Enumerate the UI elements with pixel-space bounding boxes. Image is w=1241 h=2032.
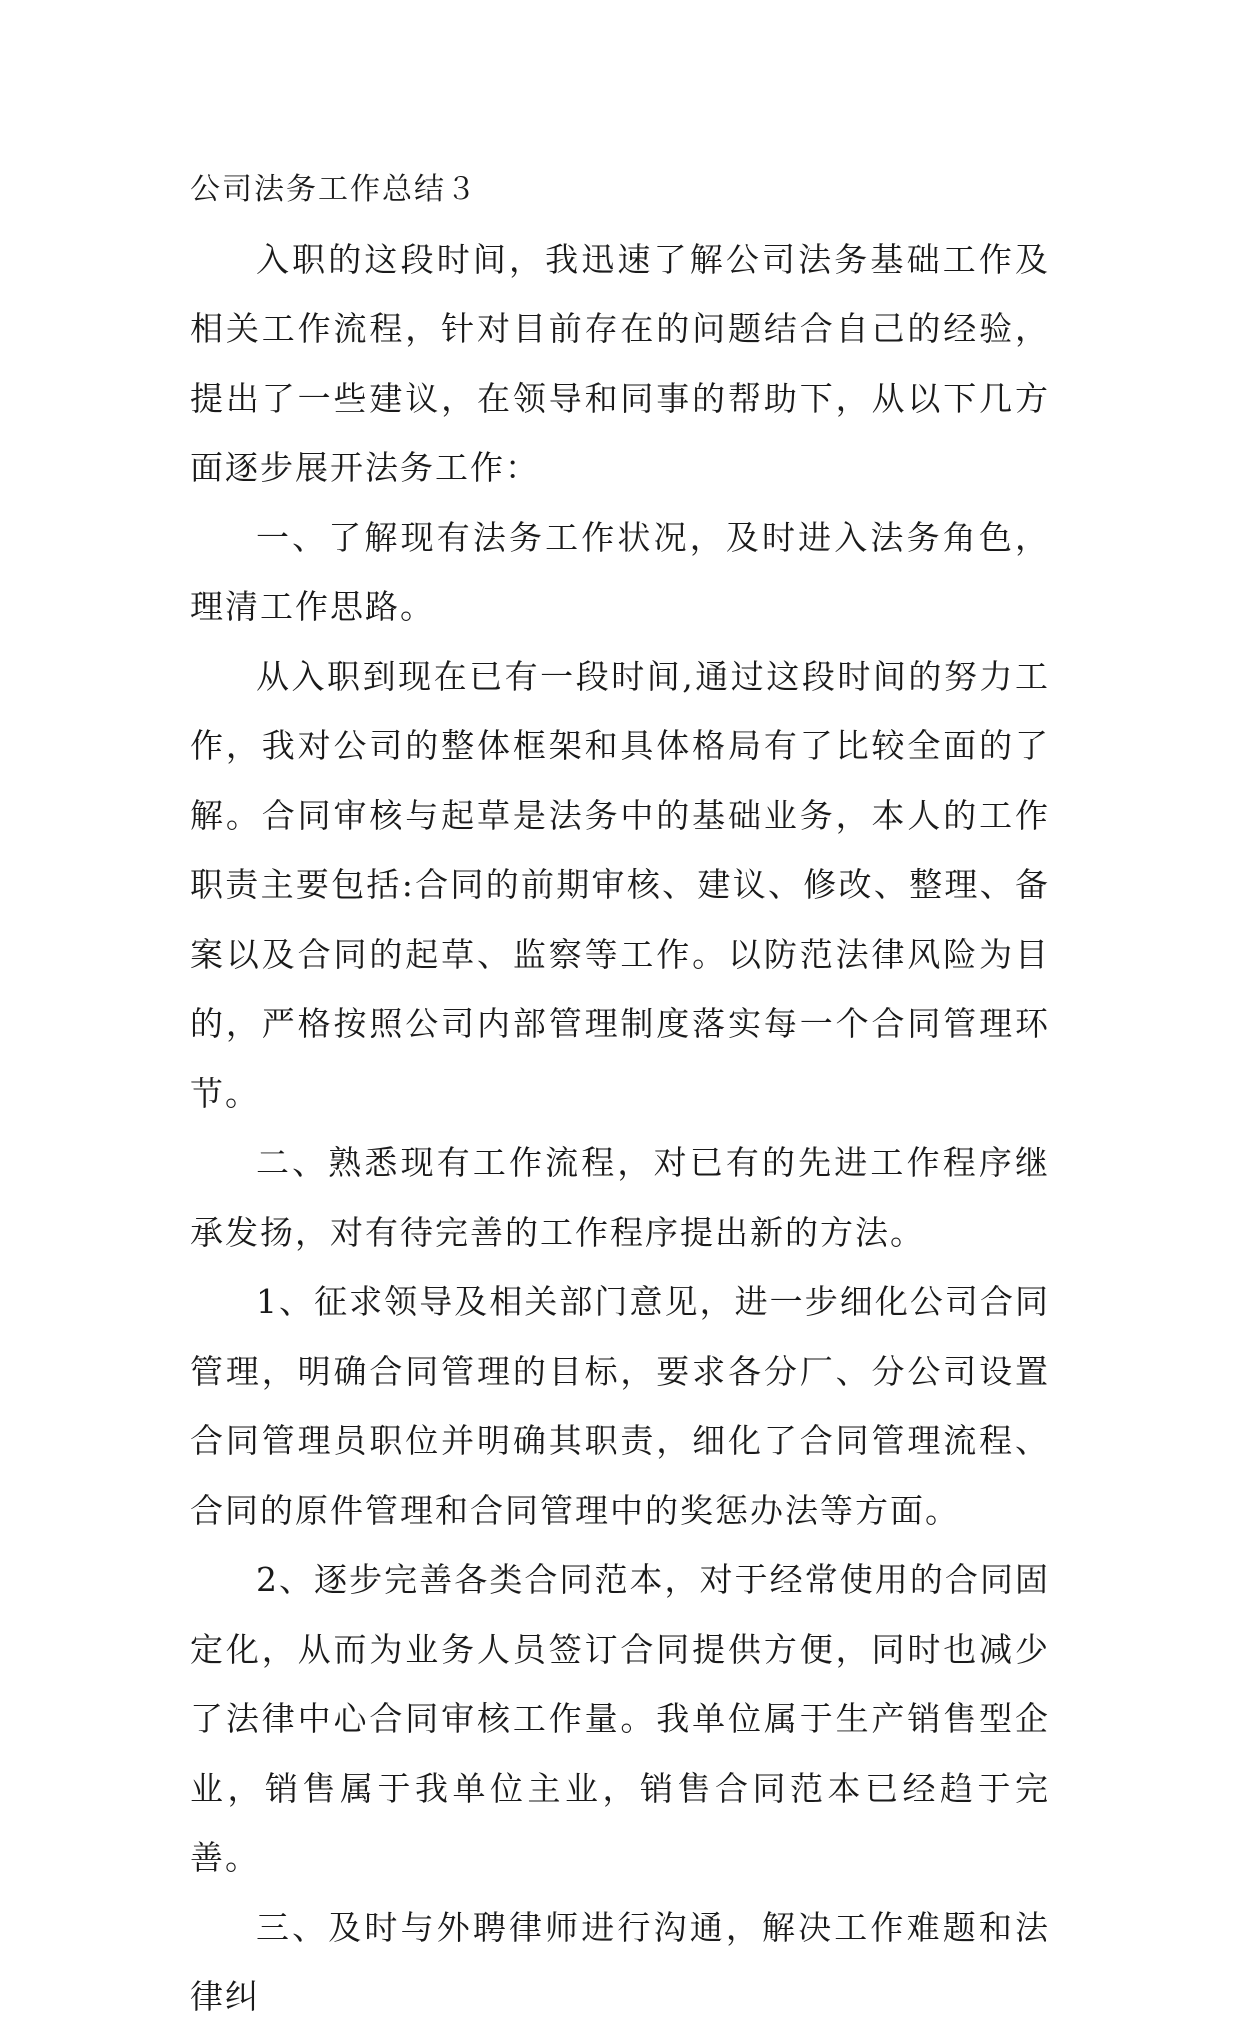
paragraph-intro: 入职的这段时间，我迅速了解公司法务基础工作及相关工作流程，针对目前存在的问题结合自己的经验，提出了一些建议，在领导和同事的帮助下，从以下几方面逐步展开法务工作：: [190, 239, 1050, 487]
section-heading-1: 一、了解现有法务工作状况，及时进入法务角色，理清工作思路。: [190, 517, 1050, 626]
document-body: [190, 155, 1050, 2032]
section-heading-2: 二、熟悉现有工作流程，对已有的先进工作程序继承发扬，对有待完善的工作程序提出新的方法。: [190, 1143, 1050, 1252]
paragraph-item-2: 2、逐步完善各类合同范本，对于经常使用的合同固定化，从而为业务人员签订合同提供方便，同时也减少了法律中心合同审核工作量。我单位属于生产销售型企业，销售属于我单位主业，销售合同范本已经趋于完善。: [190, 1560, 1050, 1877]
document-title: 公司法务工作总结３: [190, 172, 478, 207]
section-heading-3: 三、及时与外聘律师进行沟通，解决工作难题和法律纠: [190, 1907, 1050, 2016]
paragraph-section-1: 从入职到现在已有一段时间,通过这段时间的努力工作，我对公司的整体框架和具体格局有了比较全面的了解。合同审核与起草是法务中的基础业务，本人的工作职责主要包括:合同的前期审核、建议、修改、整理、备案以及合同的起草、监察等工作。以防范法律风险为目的，严格按照公司内部管理制度落实每一个合同管理环节。: [190, 656, 1050, 1113]
paragraph-item-1: 1、征求领导及相关部门意见，进一步细化公司合同管理，明确合同管理的目标，要求各分厂、分公司设置合同管理员职位并明确其职责，细化了合同管理流程、合同的原件管理和合同管理中的奖惩办法等方面。: [190, 1282, 1050, 1530]
